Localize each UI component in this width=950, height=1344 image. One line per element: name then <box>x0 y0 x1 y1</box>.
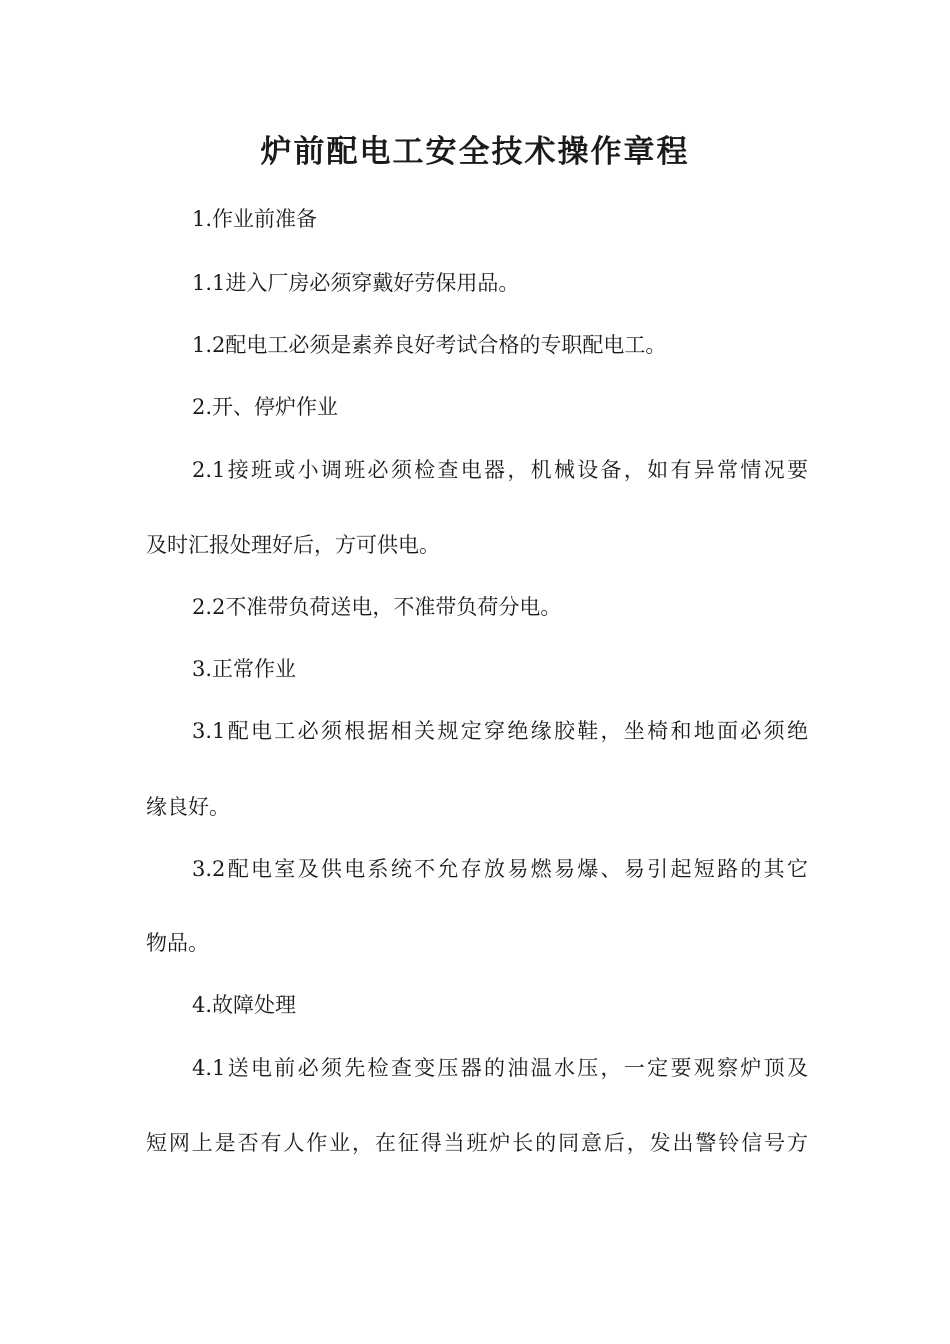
paragraph-3-1-line-1: 3.1配电工必须根据相关规定穿绝缘胶鞋，坐椅和地面必须绝 <box>192 719 808 743</box>
section-heading-2: 2.开、停炉作业 <box>192 395 339 419</box>
paragraph-1-2: 1.2配电工必须是素养良好考试合格的专职配电工。 <box>192 333 667 357</box>
section-heading-4: 4.故障处理 <box>192 993 297 1017</box>
paragraph-4-1-line-1: 4.1送电前必须先检查变压器的油温水压，一定要观察炉顶及 <box>192 1056 808 1080</box>
section-heading-1: 1.作业前准备 <box>192 207 318 231</box>
paragraph-3-1-line-2: 缘良好。 <box>146 795 230 819</box>
paragraph-1-1: 1.1进入厂房必须穿戴好劳保用品。 <box>192 271 520 295</box>
paragraph-4-1-line-2: 短网上是否有人作业，在征得当班炉长的同意后，发出警铃信号方 <box>146 1131 808 1155</box>
section-heading-3: 3.正常作业 <box>192 657 297 681</box>
document-title: 炉前配电工安全技术操作章程 <box>260 134 690 170</box>
paragraph-3-2-line-1: 3.2配电室及供电系统不允存放易燃易爆、易引起短路的其它 <box>192 857 808 881</box>
paragraph-2-1-line-2: 及时汇报处理好后，方可供电。 <box>146 533 440 557</box>
paragraph-3-2-line-2: 物品。 <box>146 931 209 955</box>
paragraph-2-2: 2.2不准带负荷送电，不准带负荷分电。 <box>192 595 562 619</box>
paragraph-2-1-line-1: 2.1接班或小调班必须检查电器，机械设备，如有异常情况要 <box>192 458 808 482</box>
